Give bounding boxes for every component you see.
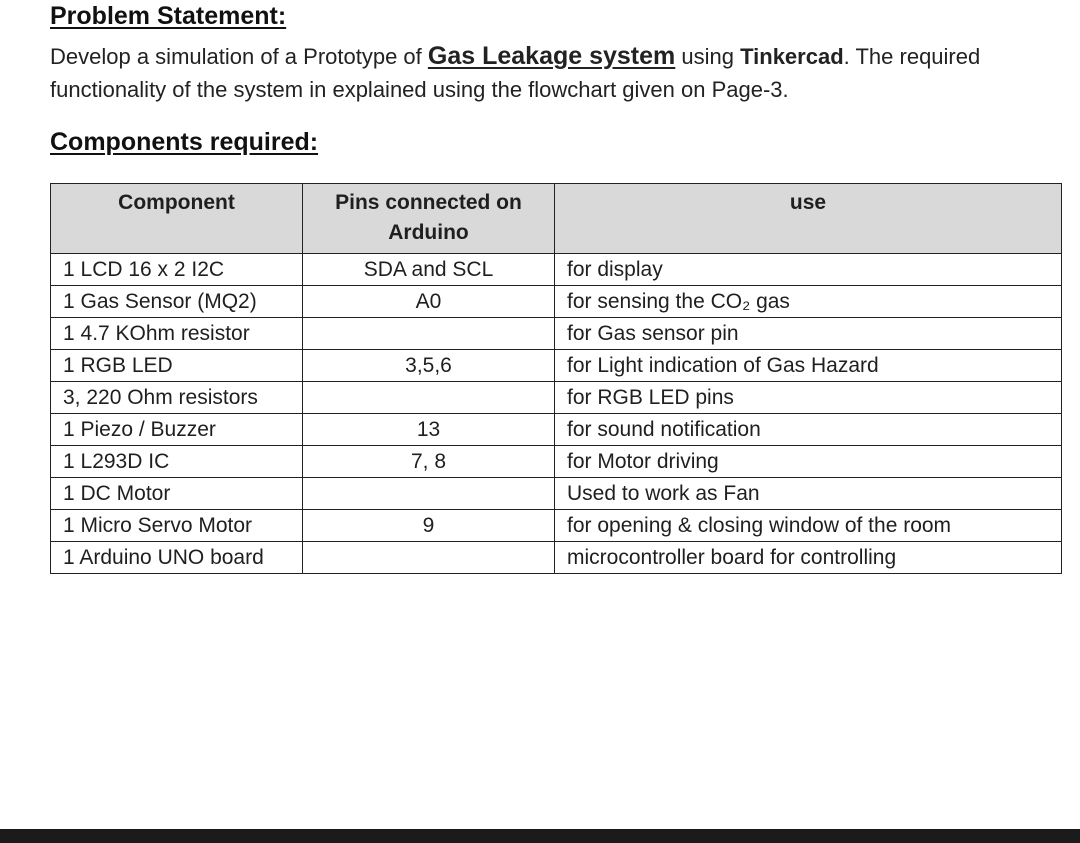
cell-pins: SDA and SCL — [303, 254, 555, 286]
cell-component: 3, 220 Ohm resistors — [51, 382, 303, 414]
table-row — [51, 542, 1062, 574]
statement-part-3: . The required functionality of the system in explained using the flowchart given on Page-3. — [50, 44, 981, 102]
cell-pins: 9 — [303, 510, 555, 542]
cell-pins: A0 — [303, 286, 555, 318]
table-row — [51, 446, 1062, 478]
cell-use: for RGB LED pins — [555, 382, 1062, 414]
header-use: use — [555, 184, 1062, 254]
components-heading: Components required: — [50, 128, 319, 156]
cell-pins: 3,5,6 — [303, 350, 555, 382]
cell-pins: 7, 8 — [303, 446, 555, 478]
cell-use: for display — [555, 254, 1062, 286]
problem-statement-heading: Problem Statement: — [50, 2, 287, 30]
cell-component: 1 L293D IC — [51, 446, 303, 478]
table-row — [51, 510, 1062, 542]
components-table — [50, 183, 1062, 574]
header-pins: Pins connected on Arduino — [303, 184, 555, 254]
table-row — [51, 414, 1062, 446]
cell-component: 1 Arduino UNO board — [51, 542, 303, 574]
table-header-row — [51, 184, 1062, 254]
cell-use: for Gas sensor pin — [555, 318, 1062, 350]
cell-use: Used to work as Fan — [555, 478, 1062, 510]
cell-pins — [303, 542, 555, 574]
bottom-bar — [0, 829, 1080, 843]
system-name: Gas Leakage system — [427, 42, 676, 70]
table-row — [51, 318, 1062, 350]
cell-component: 1 Micro Servo Motor — [51, 510, 303, 542]
cell-pins — [303, 318, 555, 350]
cell-pins — [303, 478, 555, 510]
cell-use: for opening & closing window of the room — [555, 510, 1062, 542]
table-row — [51, 286, 1062, 318]
header-component: Component — [51, 184, 303, 254]
cell-pins: 13 — [303, 414, 555, 446]
cell-component: 1 Gas Sensor (MQ2) — [51, 286, 303, 318]
cell-use: microcontroller board for controlling — [555, 542, 1062, 574]
table-body — [51, 254, 1062, 574]
table-row — [51, 350, 1062, 382]
cell-use: for Light indication of Gas Hazard — [555, 350, 1062, 382]
cell-component: 1 LCD 16 x 2 I2C — [51, 254, 303, 286]
problem-statement-text — [50, 40, 1060, 106]
cell-component: 1 DC Motor — [51, 478, 303, 510]
cell-use: for sound notification — [555, 414, 1062, 446]
cell-component: 1 Piezo / Buzzer — [51, 414, 303, 446]
cell-pins — [303, 382, 555, 414]
cell-component: 1 4.7 KOhm resistor — [51, 318, 303, 350]
cell-use: for sensing the CO₂ gas — [555, 286, 1062, 318]
table-row — [51, 382, 1062, 414]
cell-use: for Motor driving — [555, 446, 1062, 478]
tool-name: Tinkercad — [740, 44, 844, 69]
table-row — [51, 254, 1062, 286]
statement-part-2: using — [675, 44, 741, 69]
table-row — [51, 478, 1062, 510]
cell-component: 1 RGB LED — [51, 350, 303, 382]
statement-part-1: Develop a simulation of a Prototype of — [50, 44, 428, 69]
